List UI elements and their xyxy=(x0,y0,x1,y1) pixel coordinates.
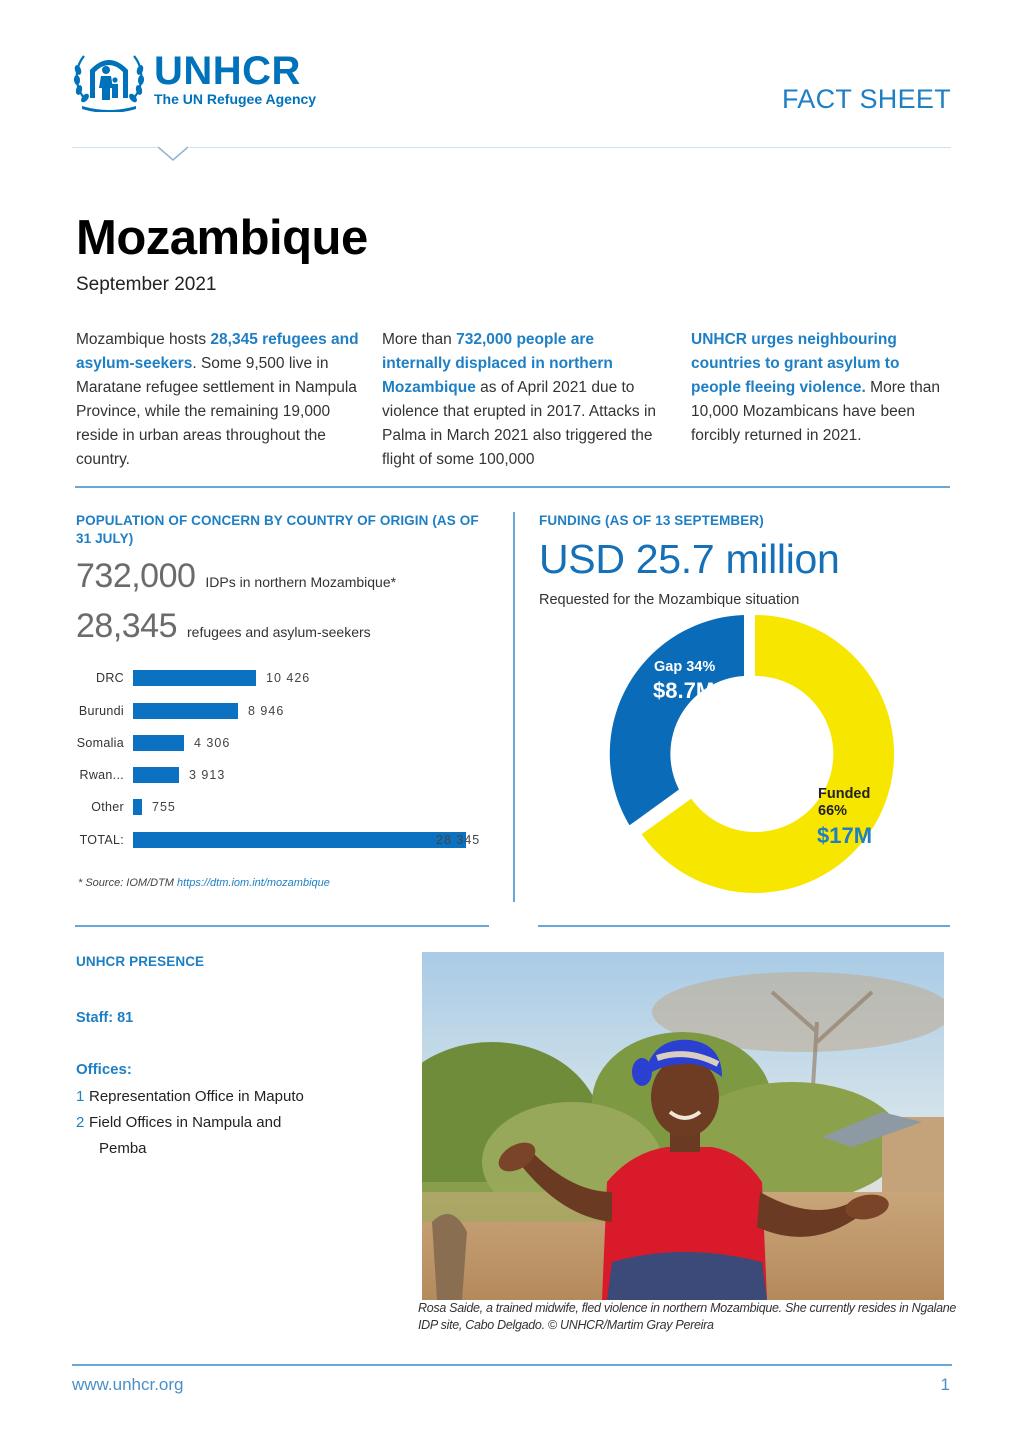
bar-row-other xyxy=(70,798,176,816)
intro-text: Mozambique hosts xyxy=(76,331,211,348)
bar-label: TOTAL: xyxy=(79,833,124,847)
intro-idps-text xyxy=(382,328,667,472)
bar-label: DRC xyxy=(96,671,124,685)
idp-stat xyxy=(76,557,396,596)
bar xyxy=(133,703,238,719)
bar-value: 28 345 xyxy=(436,833,481,847)
chevron-down-icon xyxy=(157,146,189,162)
intro-highlight: 732,000 people are internally displaced in northern Mozambique xyxy=(382,331,613,396)
bar-value: 10 426 xyxy=(266,671,311,685)
source-note xyxy=(78,877,330,889)
footer-website-link[interactable]: www.unhcr.org xyxy=(72,1375,184,1394)
page-title: Mozambique xyxy=(76,211,368,265)
column-divider xyxy=(513,512,515,902)
bar-label: Other xyxy=(91,800,124,814)
logo-tagline: The UN Refugee Agency xyxy=(154,91,317,107)
section-divider xyxy=(75,925,489,927)
bar-row-drc xyxy=(70,669,310,687)
source-link[interactable]: https://dtm.iom.int/mozambique xyxy=(177,877,330,889)
bar xyxy=(133,670,256,686)
unhcr-logo xyxy=(72,48,342,112)
footer-divider xyxy=(72,1364,952,1366)
bar xyxy=(133,799,142,815)
bar-value: 4 306 xyxy=(194,736,231,750)
gap-value: $8.7M xyxy=(653,678,715,703)
funding-heading: FUNDING (AS OF 13 SEPTEMBER) xyxy=(539,513,764,528)
source-label: * Source: IOM/DTM xyxy=(78,877,178,889)
population-heading: POPULATION OF CONCERN BY COUNTRY OF ORIGIN (AS OF 31 JULY) xyxy=(76,513,479,546)
photo-rosa-saide xyxy=(422,952,944,1300)
idp-number: 732,000 xyxy=(76,557,196,595)
bar-value: 8 946 xyxy=(248,704,285,718)
bar xyxy=(133,832,466,848)
idp-label: IDPs in northern Mozambique* xyxy=(205,574,397,590)
office-text: Field Offices in Nampula and xyxy=(89,1114,282,1131)
intro-text: as of April 2021 due to violence that erupted in 2017. Attacks in Palma in March 2021 also triggered the flight of some 100,000 xyxy=(382,379,657,468)
bar-label: Burundi xyxy=(78,704,124,718)
page-number: 1 xyxy=(940,1375,950,1394)
unhcr-emblem-icon xyxy=(72,48,146,112)
bar-row-rwanda xyxy=(70,766,225,784)
photo-caption: Rosa Saide, a trained midwife, fled violence in northern Mozambique. She currently resides in Ngalane IDP site, Cabo Delgado. © UNHCR/Martim Gray Pereira xyxy=(418,1301,957,1332)
funded-value: $17M xyxy=(817,823,873,848)
office-item-continued: Pemba xyxy=(99,1140,147,1157)
logo-wordmark: UNHCR xyxy=(154,49,301,93)
bar-value: 755 xyxy=(152,800,176,814)
header-divider xyxy=(72,147,951,148)
intro-asylum-text xyxy=(691,328,953,448)
section-divider xyxy=(538,925,950,927)
office-item xyxy=(76,1110,336,1136)
bar-row-total xyxy=(70,831,480,849)
refugee-label: refugees and asylum-seekers xyxy=(187,624,371,640)
bar-label: Rwan... xyxy=(79,768,124,782)
office-count: 1 xyxy=(76,1088,85,1105)
funding-subtitle: Requested for the Mozambique situation xyxy=(539,592,800,608)
document-type-label: FACT SHEET xyxy=(781,84,951,114)
office-item xyxy=(76,1084,336,1110)
bar-label: Somalia xyxy=(76,736,124,750)
presence-heading: UNHCR PRESENCE xyxy=(76,954,205,969)
photo-illustration xyxy=(422,952,944,1300)
gap-label: Gap 34% xyxy=(654,659,716,675)
intro-highlight: UNHCR urges neighbouring countries to grant asylum to people fleeing violence. xyxy=(691,331,900,396)
intro-refugees-text xyxy=(76,328,361,472)
office-text: Representation Office in Maputo xyxy=(89,1088,304,1105)
section-divider xyxy=(75,486,950,488)
page-date: September 2021 xyxy=(76,274,217,295)
office-list xyxy=(76,1084,336,1162)
office-count: 2 xyxy=(76,1114,85,1131)
funded-label: Funded 66% xyxy=(818,786,871,819)
bar xyxy=(133,735,184,751)
intro-highlight: 28,345 refugees and asylum-seekers xyxy=(76,331,359,372)
bar-row-burundi xyxy=(70,702,284,720)
intro-text: . Some 9,500 live in Maratane refugee settlement in Nampula Province, while the remaining 19,000 reside in urban areas throughout the country. xyxy=(76,355,357,468)
intro-text: More than 10,000 Mozambicans have been forcibly returned in 2021. xyxy=(691,379,940,444)
bar-value: 3 913 xyxy=(189,768,226,782)
staff-count: Staff: 81 xyxy=(76,1010,134,1026)
refugee-number: 28,345 xyxy=(76,607,177,645)
funding-donut-chart xyxy=(600,610,900,910)
bar-row-somalia xyxy=(70,734,230,752)
population-bar-chart xyxy=(70,665,500,855)
donut-slice-gap xyxy=(610,615,744,825)
funding-amount: USD 25.7 million xyxy=(539,536,840,582)
offices-heading: Offices: xyxy=(76,1061,132,1078)
intro-text: More than xyxy=(382,331,457,348)
refugee-stat xyxy=(76,607,371,646)
bar xyxy=(133,767,179,783)
